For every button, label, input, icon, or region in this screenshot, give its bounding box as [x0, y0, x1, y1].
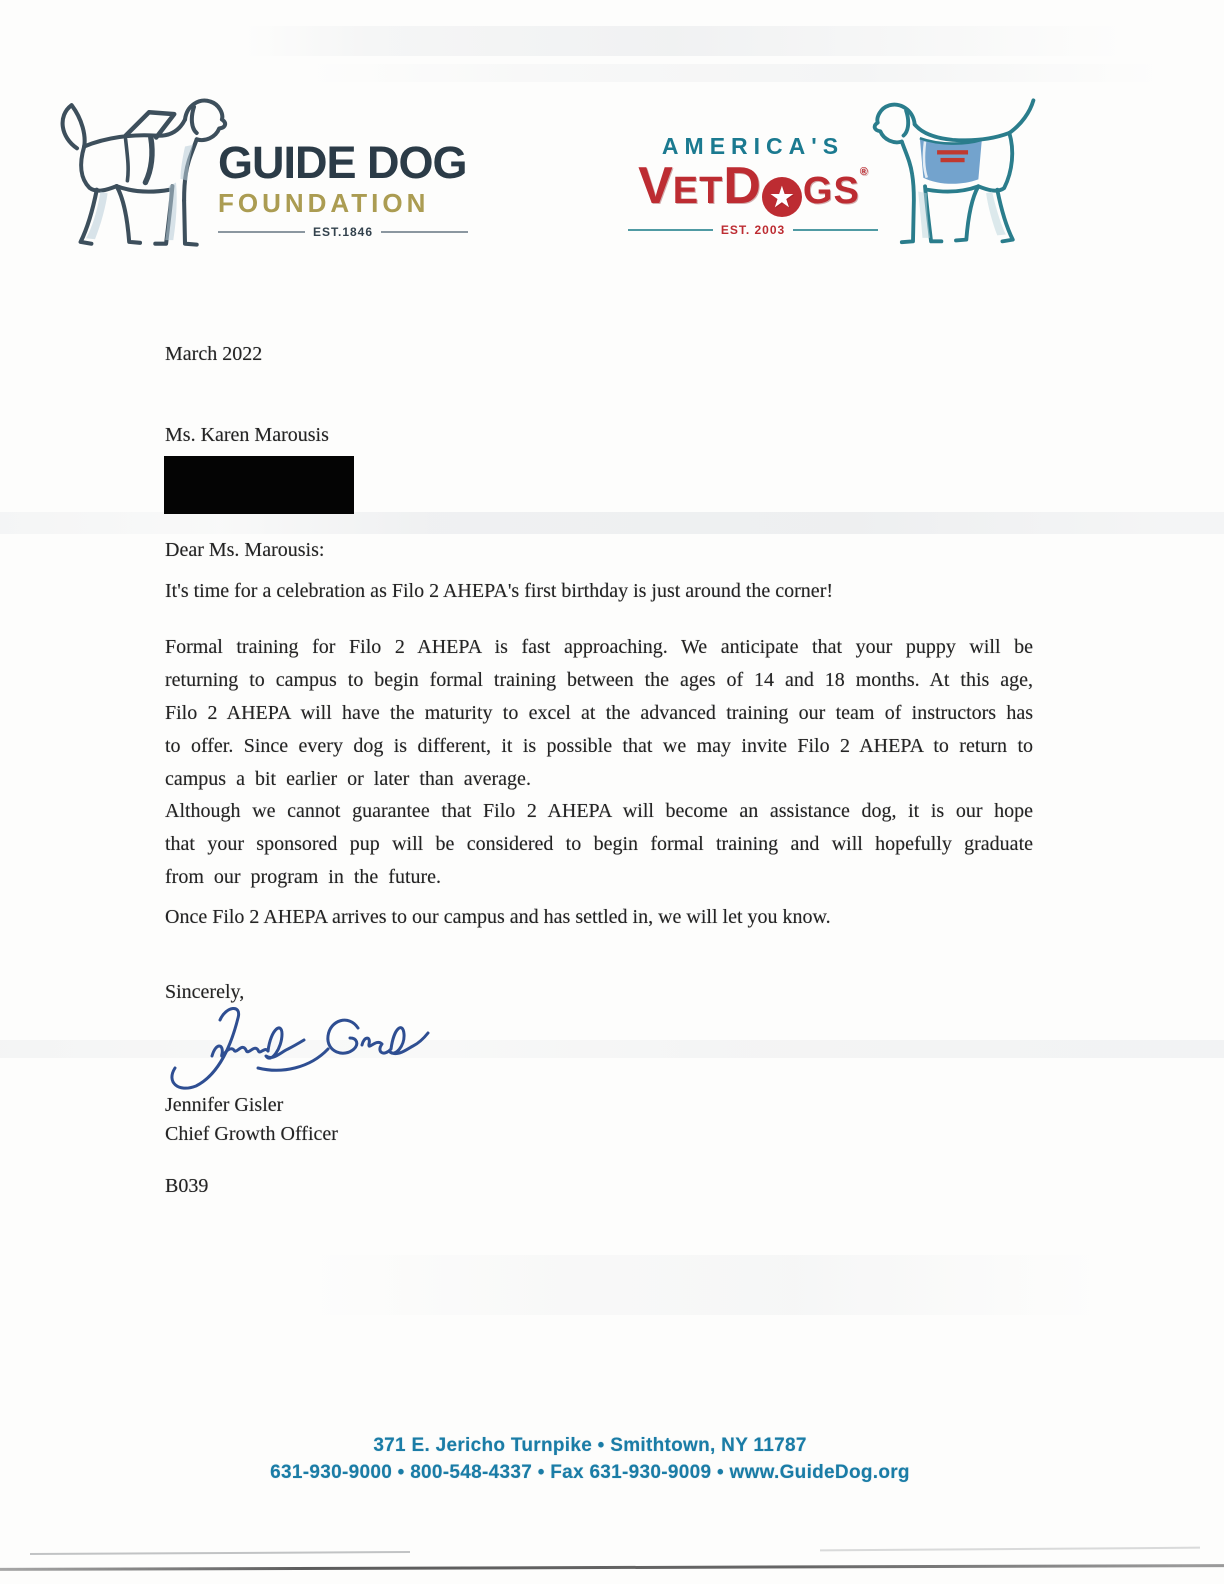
- letter-date: March 2022: [165, 343, 263, 365]
- star-icon: ★: [762, 177, 802, 217]
- rule-line: [793, 229, 878, 231]
- letterhead-footer: [0, 1432, 1180, 1486]
- signer-title: Chief Growth Officer: [165, 1123, 338, 1145]
- vetdogs-dog-illustration-icon: [870, 95, 1042, 263]
- registered-mark: ®: [859, 166, 868, 178]
- handwritten-signature: [150, 1000, 450, 1100]
- closing: Sincerely,: [165, 981, 245, 1003]
- letterhead: [0, 0, 1224, 280]
- rule-line: [628, 229, 713, 231]
- scan-edge-line: [0, 1564, 1224, 1571]
- paragraph-2: Although we cannot guarantee that Filo 2 AHEPA will become an assistance dog, it is our hope that your sponsored pup will be considered to begin formal training and will hopefully graduate from our program in the future.: [165, 800, 1033, 888]
- vetdogs-logo-est: EST. 2003: [628, 223, 878, 237]
- guide-dog-logo-name: GUIDE DOG: [218, 137, 467, 188]
- vetdogs-logo-kicker: AMERICA'S: [661, 133, 845, 159]
- footer-contact-line: 631-930-9000 • 800-548-4337 • Fax 631-930-9009 • www.GuideDog.org: [270, 1462, 910, 1483]
- paragraph-intro: It's time for a celebration as Filo 2 AHEPA's first birthday is just around the corner!: [165, 580, 834, 602]
- scan-artifact-band: [0, 512, 1224, 534]
- salutation: Dear Ms. Marousis:: [165, 539, 325, 561]
- vetdogs-logo-name: VETD ★ GS®: [638, 157, 868, 215]
- signer-name: Jennifer Gisler: [165, 1094, 284, 1116]
- guide-dog-foundation-logo: [50, 92, 468, 264]
- paragraph-3: Once Filo 2 AHEPA arrives to our campus and has settled in, we will let you know.: [165, 906, 831, 928]
- scan-edge-line: [30, 1551, 410, 1555]
- guide-dog-logo-est: EST.1846: [218, 225, 468, 239]
- rule-line: [381, 231, 468, 233]
- recipient-name: Ms. Karen Marousis: [165, 424, 329, 446]
- guide-dog-illustration-icon: [50, 92, 230, 264]
- guide-dog-logo-subtitle: FOUNDATION: [218, 188, 430, 218]
- paragraph-1: Formal training for Filo 2 AHEPA is fast approaching. We anticipate that your puppy will be returning to campus to begin formal training between the ages of 14 and 18 months. At this age, Filo 2 AHEPA will have the maturity to excel at the advanced training our team of instructors has to offer. Since every dog is different, it is possible that we may invite Filo 2 AHEPA to return to campus a bit earlier or later than average.: [165, 636, 1033, 790]
- rule-line: [218, 231, 305, 233]
- scan-artifact-band: [0, 1255, 1224, 1315]
- scan-edge-line: [820, 1547, 1200, 1552]
- reference-code: B039: [165, 1175, 209, 1197]
- americas-vetdogs-logo: [628, 95, 1042, 263]
- footer-address-line: 371 E. Jericho Turnpike • Smithtown, NY 11787: [373, 1435, 807, 1456]
- redacted-address-block: [164, 456, 354, 514]
